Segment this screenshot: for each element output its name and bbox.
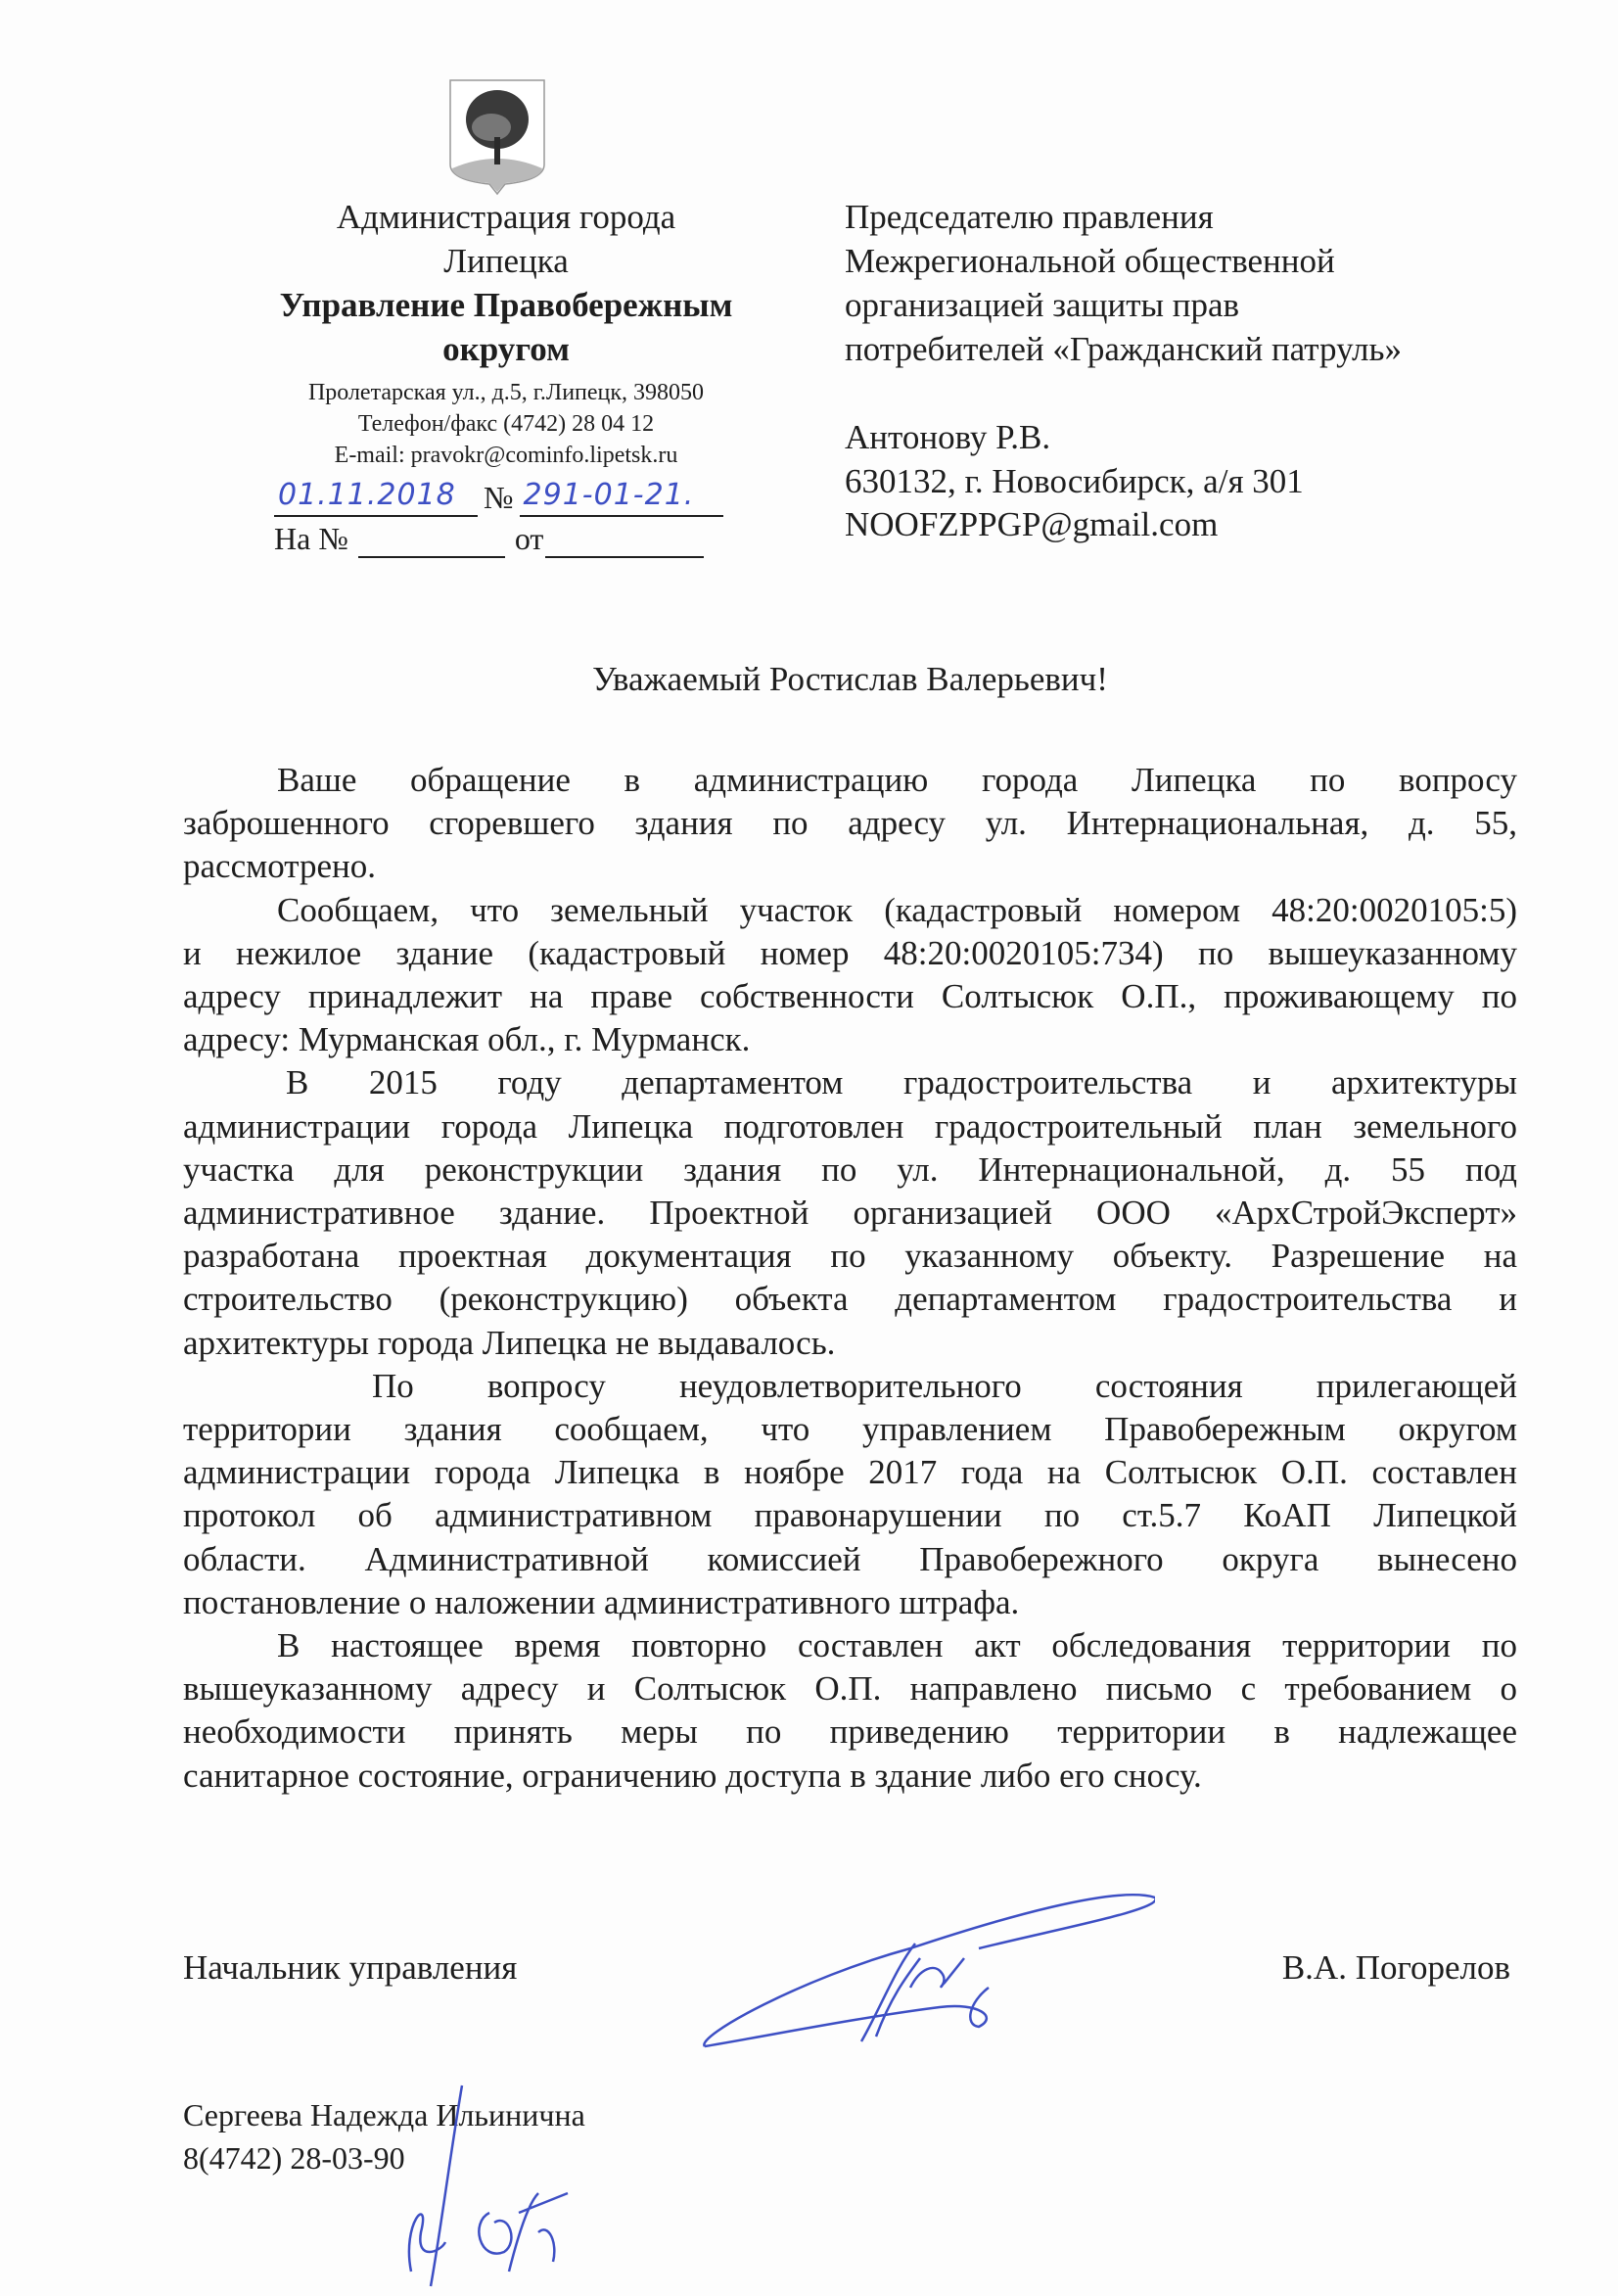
department-name-line1: Управление Правобережным xyxy=(279,286,733,324)
body-text-line: строительство (реконструкцию) объекта департаментом градостроительства и xyxy=(183,1280,1517,1319)
signatory-position: Начальник управления xyxy=(183,1948,518,1987)
coat-of-arms-logo xyxy=(446,78,548,196)
body-text-line: административное здание. Проектной организацией ООО «АрхСтройЭксперт» xyxy=(183,1194,1517,1232)
body-text-line: заброшенного сгоревшего здания по адресу ул. Интернациональная, д. 55, xyxy=(183,804,1517,843)
body-text-line: адресу: Мурманская обл., г. Мурманск. xyxy=(183,1020,751,1059)
outgoing-date: 01.11.2018 xyxy=(274,476,478,517)
org-name-line1: Администрация города xyxy=(336,198,676,236)
reply-from-label: от xyxy=(514,521,544,556)
body-text-line: Сообщаем, что земельный участок (кадастровый номером 48:20:0020105:5) xyxy=(277,890,1517,929)
reply-reference xyxy=(274,519,704,558)
department-name-line2: округом xyxy=(442,330,570,368)
org-address: Пролетарская ул., д.5, г.Липецк, 398050 xyxy=(307,380,705,405)
body-text-line: рассмотрено. xyxy=(183,847,377,886)
body-text-line: В 2015 году департаментом градостроительства и архитектуры xyxy=(286,1063,1517,1102)
body-text-line: администрации города Липецка в ноябре 2017 года на Солтысюк О.П. составлен xyxy=(183,1453,1517,1492)
body-text-line: архитектуры города Липецка не выдавалось. xyxy=(183,1323,836,1362)
number-sign: № xyxy=(484,480,514,515)
recipient-name: Антонову Р.В. xyxy=(845,418,1051,456)
signatory-name: В.А. Погорелов xyxy=(1281,1948,1510,1987)
executor-name: Сергеева Надежда Ильинична xyxy=(183,2097,585,2132)
recipient-address: 630132, г. Новосибирск, а/я 301 xyxy=(845,462,1304,500)
recipient-line: организацией защиты прав xyxy=(845,286,1240,324)
body-text-line: постановление о наложении административного штрафа. xyxy=(183,1582,1020,1621)
body-text-line: и нежилое здание (кадастровый номер 48:20:0020105:734) по вышеуказанному xyxy=(183,933,1517,972)
org-email: E-mail: pravokr@cominfo.lipetsk.ru xyxy=(334,443,678,468)
body-text-line: территории здания сообщаем, что управлением Правобережным округом xyxy=(183,1410,1517,1448)
body-text-line: участка для реконструкции здания по ул. Интернациональной, д. 55 под xyxy=(183,1149,1517,1189)
recipient-line: Председателю правления xyxy=(845,198,1214,236)
executor-initials-signature xyxy=(392,2076,587,2291)
body-text-line: протокол об административном правонарушении по ст.5.7 КоАП Липецкой xyxy=(183,1496,1517,1535)
reply-date-blank xyxy=(545,523,704,558)
org-phone: Телефон/факс (4742) 28 04 12 xyxy=(357,411,655,437)
body-text-line: вышеуказанному адресу и Солтысюк О.П. направлено письмо с требованием о xyxy=(183,1669,1517,1709)
outgoing-date-number xyxy=(274,474,723,517)
body-text-line: В настоящее время повторно составлен акт обследования территории по xyxy=(277,1626,1517,1664)
greeting: Уважаемый Ростислав Валерьевич! xyxy=(592,660,1108,698)
recipient-email: NOOFZPPGP@gmail.com xyxy=(845,505,1219,543)
body-text-line: области. Административной комиссией Правобережного округа вынесено xyxy=(183,1539,1517,1578)
body-text-line: По вопросу неудовлетворительного состояния прилегающей xyxy=(372,1366,1517,1405)
body-text-line: адресу принадлежит на праве собственности Солтысюк О.П., проживающему по xyxy=(183,977,1517,1015)
handwritten-signature xyxy=(685,1890,1155,2056)
executor-phone: 8(4742) 28-03-90 xyxy=(183,2140,405,2176)
body-text-line: разработана проектная документация по указанному объекту. Разрешение на xyxy=(183,1237,1517,1276)
outgoing-number: 291-01-21. xyxy=(520,476,723,517)
org-name-line2: Липецка xyxy=(443,242,569,280)
recipient-line: потребителей «Гражданский патруль» xyxy=(845,330,1402,368)
reply-number-label: На № xyxy=(274,521,348,556)
body-text-line: необходимости принять меры по приведению территории в надлежащее xyxy=(183,1712,1517,1752)
body-text-line: санитарное состояние, ограничению доступа в здание либо его сносу. xyxy=(183,1756,1202,1795)
body-text-line: Ваше обращение в администрацию города Липецка по вопросу xyxy=(277,761,1517,799)
recipient-line: Межрегиональной общественной xyxy=(845,242,1335,280)
reply-number-blank xyxy=(358,523,505,558)
body-text-line: администрации города Липецка подготовлен градостроительный план земельного xyxy=(183,1106,1517,1146)
